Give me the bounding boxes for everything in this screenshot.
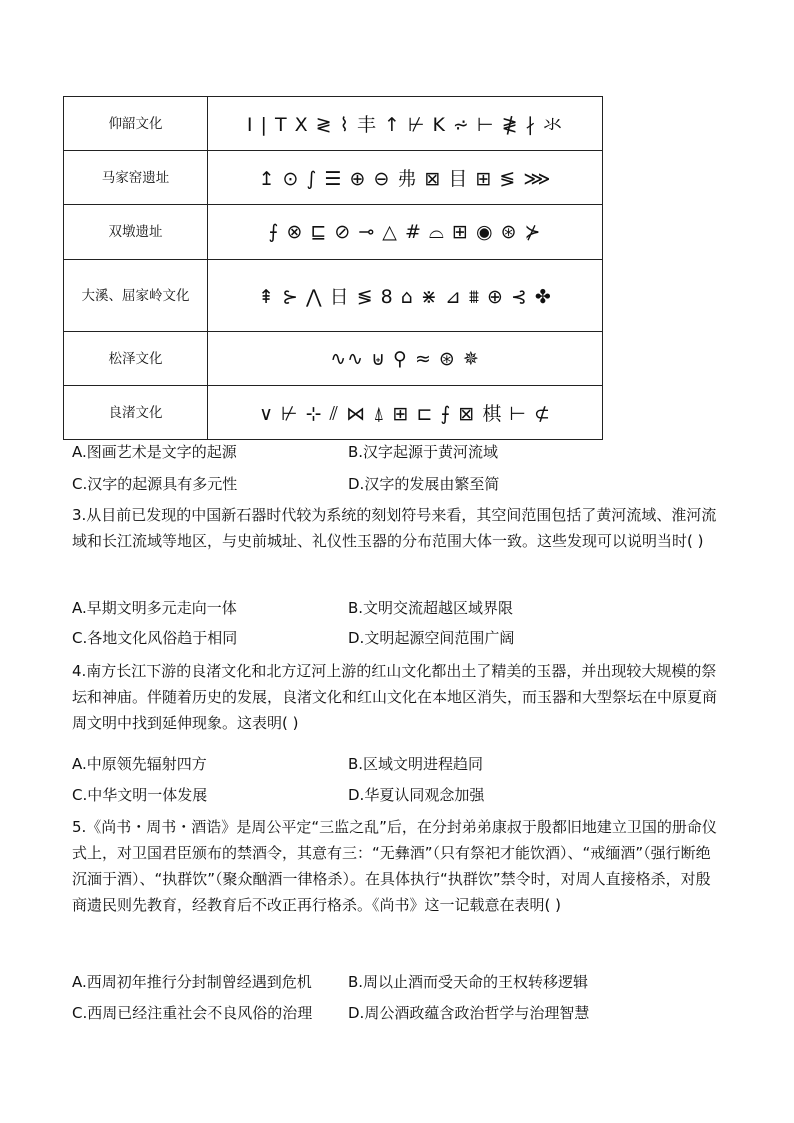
table-row: [64, 97, 603, 151]
culture-name: 仰韶文化: [64, 97, 208, 151]
table-row: [64, 386, 603, 440]
q5-option-d: D.周公酒政蕴含政治哲学与治理智慧: [348, 1004, 590, 1022]
q4-option-c: C.中华文明一体发展: [72, 786, 208, 804]
culture-name: 松泽文化: [64, 332, 208, 386]
q3-stem: 3.从目前已发现的中国新石器时代较为系统的刻划符号来看，其空间范围包括了黄河流域、淮河流域和长江流域等地区，与史前城址、礼仪性玉器的分布范围大体一致。这些发现可以说明当时( ): [72, 506, 717, 550]
q3-option-c: C.各地文化风俗趋于相同: [72, 629, 238, 647]
q4-option-a: A.中原领先辐射四方: [72, 755, 207, 773]
q4-stem: 4.南方长江下游的良渚文化和北方辽河上游的红山文化都出土了精美的玉器，并出现较大规模的祭坛和神庙。伴随着历史的发展，良渚文化和红山文化在本地区消失，而玉器和大型祭坛在中原夏商周文明中找到延伸现象。这表明( ): [72, 662, 718, 732]
table-row: [64, 332, 603, 386]
table-row: [64, 260, 603, 332]
carved-symbols: ∿∿ ⊎ ⚲ ≈ ⊛ ✵: [208, 332, 603, 386]
culture-name: 大溪、屈家岭文化: [64, 260, 208, 332]
q5-stem: 5.《尚书・周书・酒诰》是周公平定“三监之乱”后，在分封弟弟康叔于殷都旧地建立卫国的册命仪式上，对卫国君臣颁布的禁酒令，其意有三：“无彝酒”（只有祭祀才能饮酒）、“戒缅酒”（强行断绝沉湎于酒）、“执群饮”（聚众酗酒一律格杀）。在具体执行“执群饮”禁令时，对周人直接格杀，对殷商遗民则先教育，经教育后不改正再行格杀。《尚书》这一记载意在表明( ): [72, 818, 717, 914]
q3-option-a: A.早期文明多元走向一体: [72, 599, 237, 617]
table-row: [64, 205, 603, 260]
q2-option-a: A.图画艺术是文字的起源: [72, 443, 237, 461]
q5-option-b: B.周以止酒而受天命的王权转移逻辑: [348, 973, 589, 991]
culture-name: 良渚文化: [64, 386, 208, 440]
carved-symbols: I | T X ≷ ⌇ 丰 ↑ ⊬ K ⩫ ⊢ ≹ ∤ 氺: [208, 97, 603, 151]
carved-symbols: ↥ ⊙ ∫ ☰ ⊕ ⊖ 弗 ⊠ 目 ⊞ ≶ ⋙: [208, 151, 603, 205]
q2-option-b: B.汉字起源于黄河流域: [348, 443, 499, 461]
table-row: [64, 151, 603, 205]
culture-symbols-table: [63, 96, 603, 440]
carved-symbols: ∨ ⊬ ⊹ ⫽ ⋈ ⍋ ⊞ ⊏ ⨍ ⊠ 棋 ⊢ ⊄: [208, 386, 603, 440]
carved-symbols: ⨍ ⊗ ⊑ ⊘ ⊸ △ # ⌓ ⊞ ◉ ⊛ ⊁: [208, 205, 603, 260]
culture-name: 双墩遗址: [64, 205, 208, 260]
q2-option-d: D.汉字的发展由繁至简: [348, 475, 500, 493]
q2-option-c: C.汉字的起源具有多元性: [72, 475, 238, 493]
q3-option-d: D.文明起源空间范围广阔: [348, 629, 515, 647]
q3-option-b: B.文明交流超越区域界限: [348, 599, 514, 617]
q4-option-d: D.华夏认同观念加强: [348, 786, 485, 804]
culture-name: 马家窑遗址: [64, 151, 208, 205]
q4-option-b: B.区域文明进程趋同: [348, 755, 484, 773]
q5-option-a: A.西周初年推行分封制曾经遇到危机: [72, 973, 312, 991]
carved-symbols: ⇞ ⊱ ⋀ 日 ≶ 8 ⌂ ⋇ ⊿ ⩩ ⊕ ⊰ ✤: [208, 260, 603, 332]
q5-option-c: C.西周已经注重社会不良风俗的治理: [72, 1004, 313, 1022]
